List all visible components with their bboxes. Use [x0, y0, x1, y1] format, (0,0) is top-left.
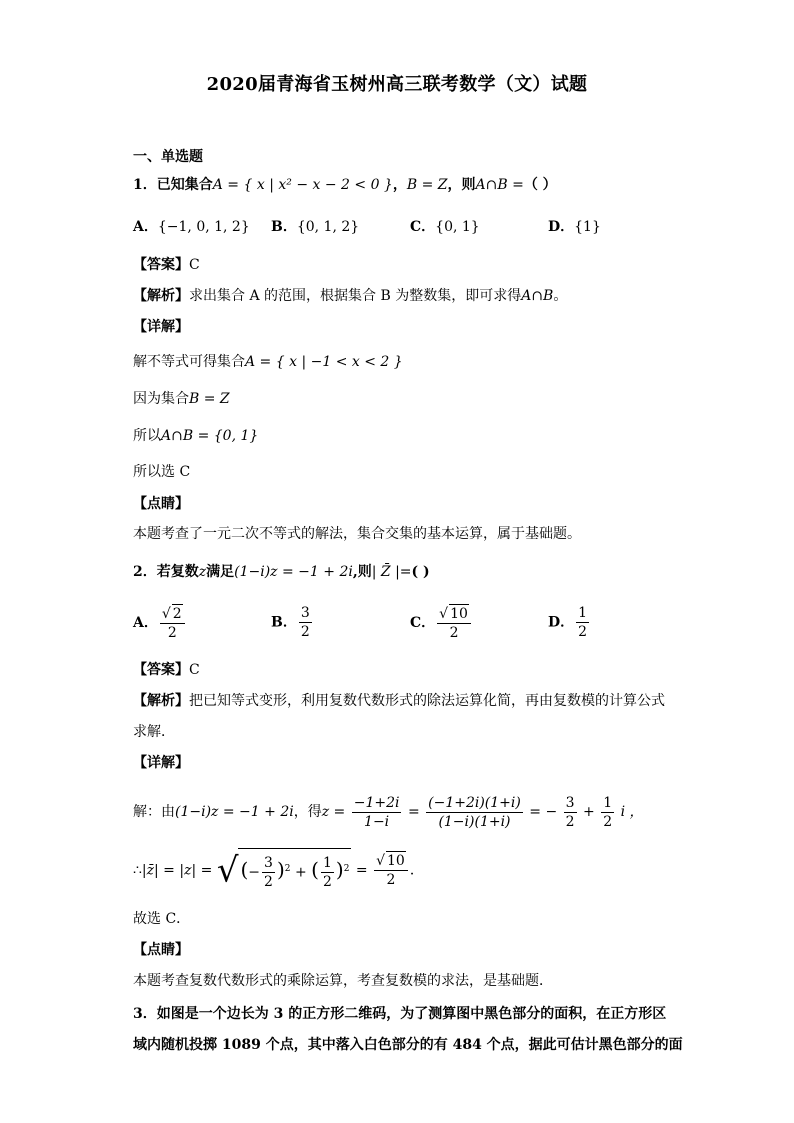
q2-analysis-2: 求解．	[133, 724, 175, 740]
q2-solution-line: 解：由(1−i)z = −1 + 2i，得z = $\frac{-1+2i}{1-i}$ = $\frac{(-1+2i)(1+i)}{(1-i)(1+i)}$ = − $\frac{3}{2}$ + $\frac{1}{2}$ i ，	[133, 794, 644, 830]
q2-modulus-line: ∴|z̄| = |z| = √ (− $\frac{3}{2}$ )$^2$ + ( $\frac{1}{2}$ )$^2$ = $\frac{√ 10}{2}$ ．	[133, 848, 424, 893]
q1-detail-3: 所以A∩B = {0, 1}	[133, 428, 259, 444]
q2-abs-conjugate: | Z̄ |=	[371, 564, 412, 580]
q1-detail-4: 所以选 C	[133, 464, 191, 480]
q2-option-c: C． $\frac{√ 10}{2}$	[410, 604, 473, 642]
question-1-stem: 1．已知集合A = { x | x² − x − 2 < 0 }，B = Z，则A∩B =（ ）	[133, 177, 557, 193]
intersection-expr: A∩B =	[475, 177, 524, 193]
q1-answer: 【答案】C	[133, 257, 200, 273]
q2-choose: 故选 C．	[133, 911, 191, 927]
set-a-definition: A = { x | x² − x − 2 < 0 }	[212, 177, 393, 193]
page-title: 2020届青海省玉树州高三联考数学（文）试题	[206, 74, 588, 95]
question-2-stem: 2．若复数z满足(1−i)z = −1 + 2i,则| Z̄ |=( )	[133, 564, 430, 580]
question-3-line-1: 3．如图是一个边长为 3 的正方形二维码，为了测算图中黑色部分的面积，在正方形区	[133, 1006, 667, 1022]
q1-comment: 本题考查了一元二次不等式的解法，集合交集的基本运算，属于基础题。	[133, 526, 581, 542]
q2-option-d: D． $\frac{1}{2}$	[548, 605, 588, 640]
q1-detail-1: 解不等式可得集合A = { x | −1 < x < 2 }	[133, 354, 403, 370]
q1-detail-2: 因为集合B = Z	[133, 391, 230, 407]
q2-analysis-1: 【解析】把已知等式变形，利用复数代数形式的除法运算化简，再由复数模的计算公式	[133, 693, 665, 709]
q1-comment-heading: 【点睛】	[133, 496, 189, 512]
q1-option-a: A．{−1, 0, 1, 2}	[133, 219, 250, 235]
set-b-definition: B = Z	[406, 177, 448, 193]
q1-option-b: B．{0, 1, 2}	[271, 219, 360, 235]
q2-equation: (1−i)z = −1 + 2i	[234, 564, 353, 580]
q2-comment-heading: 【点睛】	[133, 942, 189, 958]
q2-option-b: B． $\frac{3}{2}$	[271, 605, 310, 640]
question-3-line-2: 域内随机投掷 1089 个点，其中落入白色部分的有 484 个点，据此可估计黑色部分的面	[133, 1037, 683, 1053]
q2-comment: 本题考查复数代数形式的乘除运算，考查复数模的求法，是基础题．	[133, 973, 553, 989]
section-heading: 一、单选题	[133, 149, 203, 165]
q2-detail-heading: 【详解】	[133, 755, 189, 771]
q2-answer: 【答案】C	[133, 662, 200, 678]
q1-option-d: D．{1}	[548, 219, 601, 235]
q1-detail-heading: 【详解】	[133, 319, 189, 335]
q1-option-c: C．{0, 1}	[410, 219, 480, 235]
q2-option-a: A． $\frac{√ 2}{2}$	[133, 604, 187, 642]
q1-analysis: 【解析】求出集合 A 的范围，根据集合 B 为整数集，即可求得A∩B。	[133, 288, 568, 304]
